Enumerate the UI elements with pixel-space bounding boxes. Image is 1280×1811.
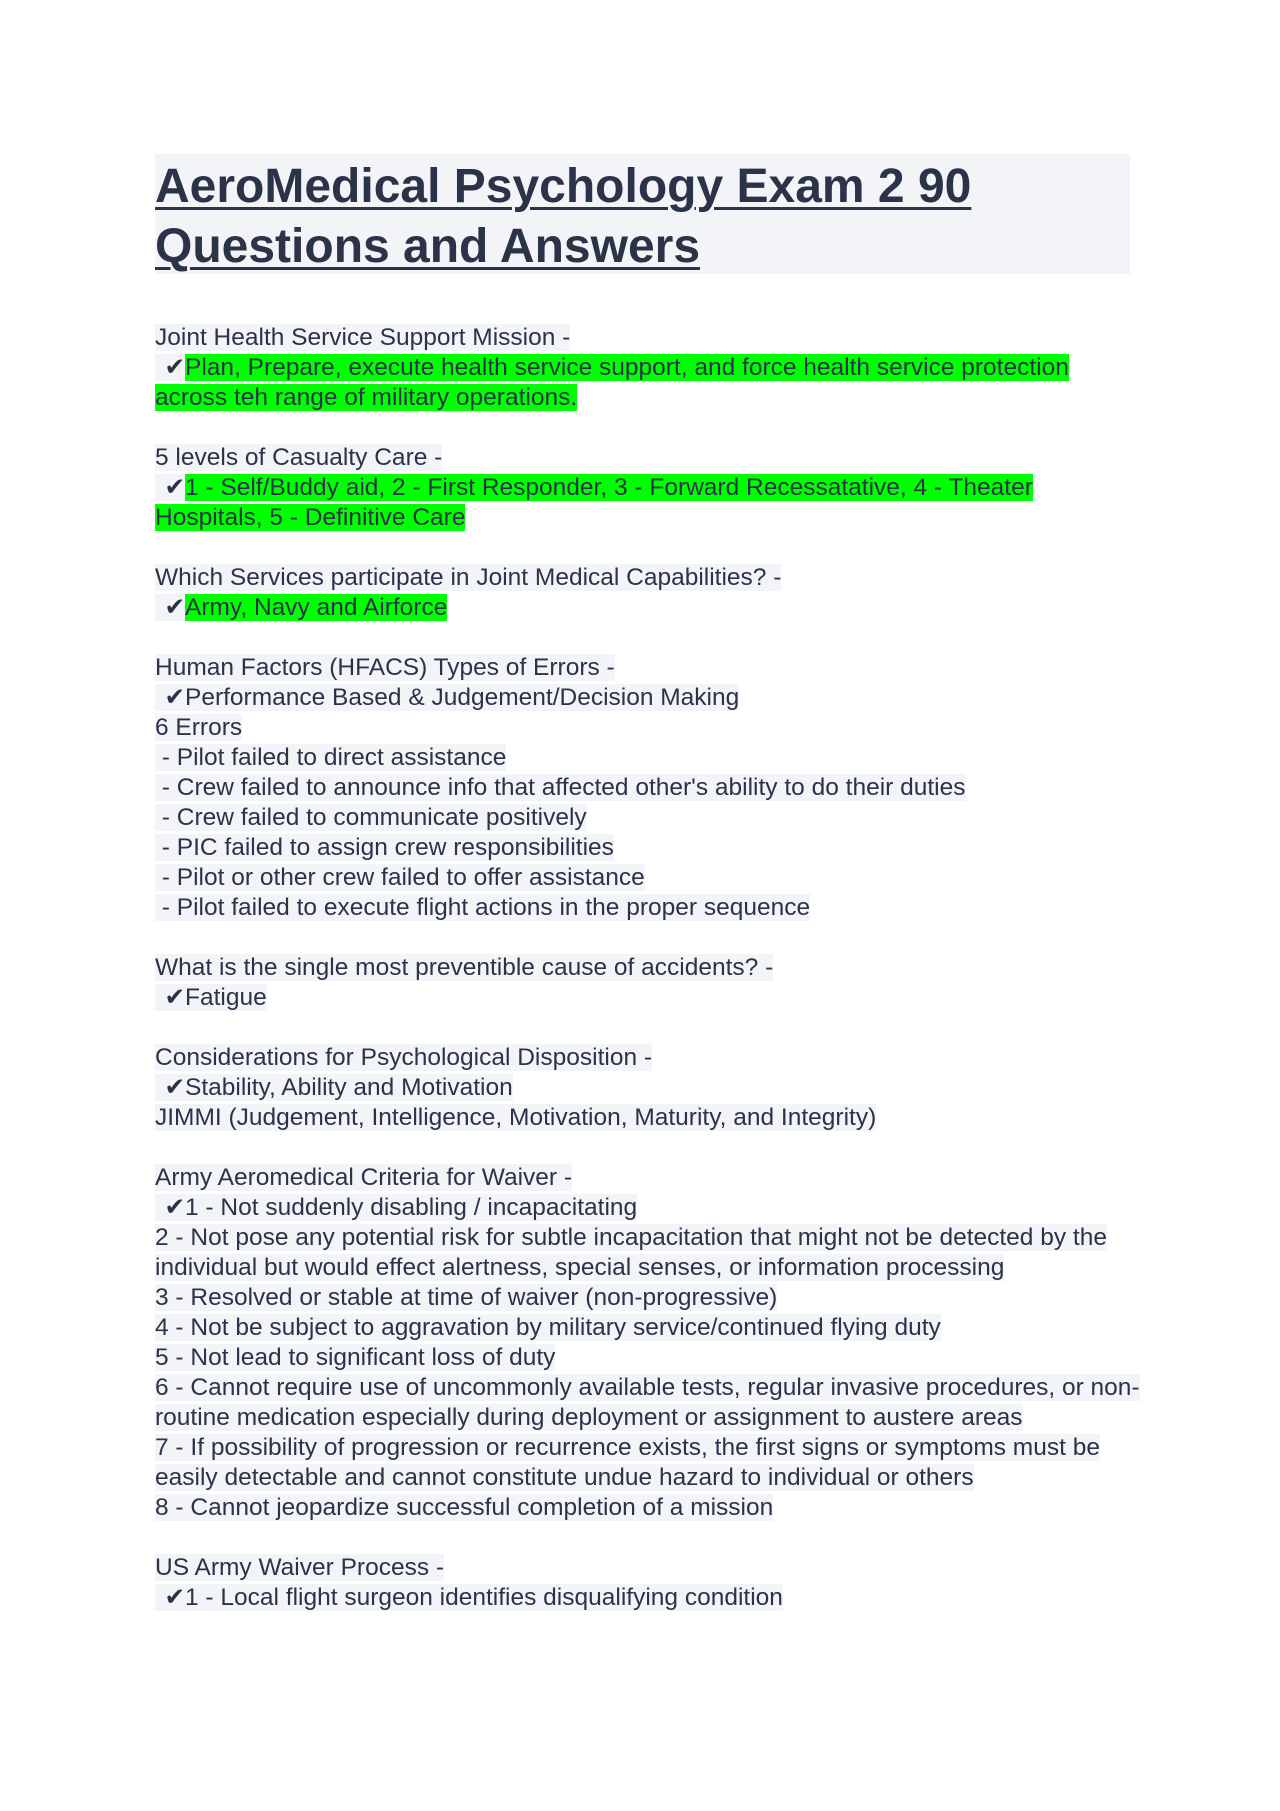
answer-extra-line: JIMMI (Judgement, Intelligence, Motivation, Maturity, and Integrity) — [155, 1104, 877, 1131]
answer-text: ✔1 - Not suddenly disabling / incapacitating — [155, 1193, 1145, 1223]
check-icon: ✔ — [164, 684, 185, 711]
question-text: Considerations for Psychological Disposition - — [155, 1044, 653, 1071]
answer-text: ✔Stability, Ability and Motivation — [155, 1073, 1145, 1103]
question-text: Army Aeromedical Criteria for Waiver - — [155, 1164, 573, 1191]
qa-item — [155, 563, 1145, 623]
answer-extra-line: 3 - Resolved or stable at time of waiver (non-progressive) — [155, 1284, 778, 1311]
qa-item — [155, 1163, 1145, 1523]
question-text: US Army Waiver Process - — [155, 1554, 445, 1581]
answer-extra-line: 2 - Not pose any potential risk for subtle incapacitation that might not be detected by the individual but would effect alertness, special senses, or information processing — [155, 1224, 1107, 1281]
answer-extra-line: - Pilot or other crew failed to offer assistance — [155, 864, 645, 891]
answer-extra-line: 6 - Cannot require use of uncommonly available tests, regular invasive procedures, or non-routine medication especially during deployment or assignment to austere areas — [155, 1374, 1140, 1431]
answer-extra-line: - Pilot failed to execute flight actions in the proper sequence — [155, 894, 811, 921]
answer-extra-line: 5 - Not lead to significant loss of duty — [155, 1344, 556, 1371]
check-icon: ✔ — [164, 1074, 185, 1101]
check-icon: ✔ — [164, 1194, 185, 1221]
qa-item — [155, 953, 1145, 1013]
answer-text: ✔Army, Navy and Airforce — [155, 593, 1145, 623]
qa-item — [155, 653, 1145, 923]
qa-item — [155, 1553, 1145, 1613]
answer-extra-line: 7 - If possibility of progression or recurrence exists, the first signs or symptoms must be easily detectable and cannot constitute undue hazard to individual or others — [155, 1434, 1100, 1491]
answer-extra-line: - Pilot failed to direct assistance — [155, 744, 507, 771]
question-text: What is the single most preventible cause of accidents? - — [155, 954, 774, 981]
answer-text: ✔1 - Local flight surgeon identifies disqualifying condition — [155, 1583, 1145, 1613]
answer-extra-line: 8 - Cannot jeopardize successful completion of a mission — [155, 1494, 774, 1521]
answer-extra-line: - PIC failed to assign crew responsibilities — [155, 834, 614, 861]
answer-text: ✔1 - Self/Buddy aid, 2 - First Responder, 3 - Forward Recessatative, 4 - Theater Hospitals, 5 - Definitive Care — [155, 474, 1033, 531]
document-title: AeroMedical Psychology Exam 2 90 Questions and Answers — [155, 160, 972, 273]
qa-list — [155, 323, 1145, 1643]
qa-item — [155, 443, 1145, 533]
question-text: Which Services participate in Joint Medical Capabilities? - — [155, 564, 782, 591]
question-text: Joint Health Service Support Mission - — [155, 324, 571, 351]
check-icon: ✔ — [164, 594, 185, 621]
check-icon: ✔ — [164, 984, 185, 1011]
answer-text: ✔Plan, Prepare, execute health service support, and force health service protection across teh range of military operations. — [155, 354, 1069, 411]
qa-item — [155, 1043, 1145, 1133]
answer-extra-line: 4 - Not be subject to aggravation by military service/continued flying duty — [155, 1314, 941, 1341]
check-icon: ✔ — [164, 474, 185, 501]
question-text: 5 levels of Casualty Care - — [155, 444, 443, 471]
answer-extra-line: 6 Errors — [155, 714, 243, 741]
answer-extra-line: - Crew failed to communicate positively — [155, 804, 587, 831]
qa-item — [155, 323, 1145, 413]
answer-text: ✔Performance Based & Judgement/Decision Making — [155, 683, 1145, 713]
answer-text: ✔Fatigue — [155, 983, 1145, 1013]
question-text: Human Factors (HFACS) Types of Errors - — [155, 654, 615, 681]
check-icon: ✔ — [164, 354, 185, 381]
answer-extra-line: - Crew failed to announce info that affected other's ability to do their duties — [155, 774, 966, 801]
check-icon: ✔ — [164, 1584, 185, 1611]
